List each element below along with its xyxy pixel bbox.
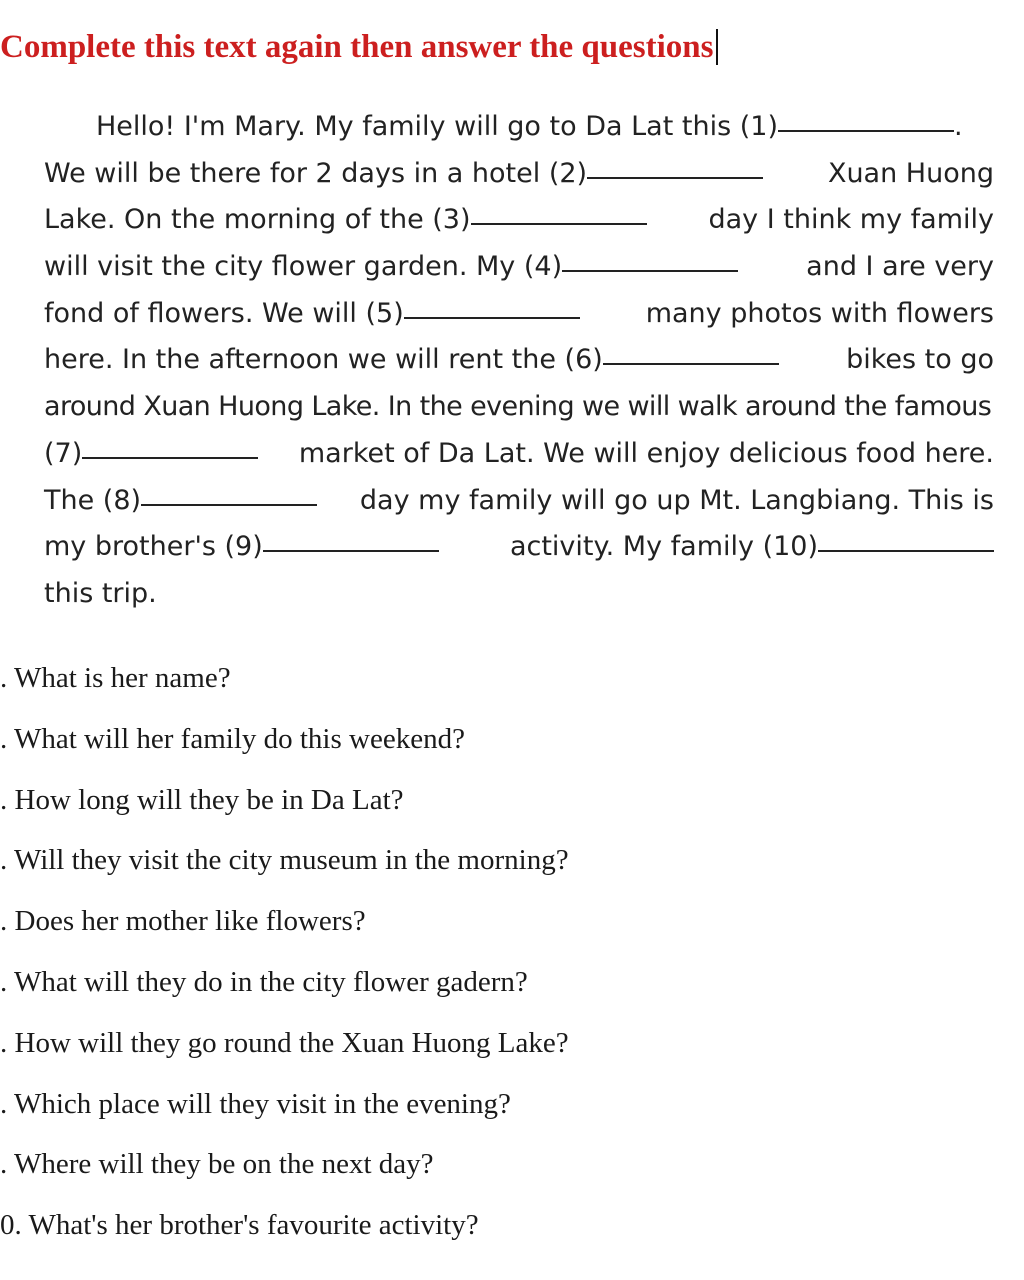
passage-text: here. In the afternoon we will rent the (6) xyxy=(44,344,603,376)
title-text: Complete this text again then answer the questions xyxy=(0,28,714,65)
question-number: . xyxy=(0,722,8,755)
blank-2[interactable] xyxy=(587,177,763,179)
question-number: 0. xyxy=(0,1209,22,1242)
passage-line xyxy=(44,104,994,151)
question-number: . xyxy=(0,1148,8,1181)
blank-6[interactable] xyxy=(603,363,779,365)
passage-text: fond of flowers. We will (5) xyxy=(44,297,404,329)
question-number: . xyxy=(0,1087,8,1120)
question-text: Where will they be on the next day? xyxy=(13,1148,434,1181)
passage-text: The (8) xyxy=(44,484,142,516)
question-number: . xyxy=(0,905,8,938)
passage-text: market of Da Lat. We will enjoy delicious food here. xyxy=(298,437,994,469)
question-item xyxy=(0,648,1000,709)
question-text: Which place will they visit in the evening? xyxy=(13,1087,511,1120)
passage-text: . xyxy=(954,111,963,142)
question-item xyxy=(0,891,1000,952)
text-cursor xyxy=(716,29,718,65)
passage-line xyxy=(44,524,994,571)
question-item xyxy=(0,709,1000,770)
question-text: How long will they be in Da Lat? xyxy=(14,783,404,816)
blank-1[interactable] xyxy=(778,130,954,132)
passage-line xyxy=(44,291,994,338)
blank-3[interactable] xyxy=(471,223,647,225)
blank-4[interactable] xyxy=(562,270,738,272)
question-item xyxy=(0,1013,1000,1074)
passage-line xyxy=(44,384,994,431)
passage-text: this trip. xyxy=(44,577,157,609)
passage-text: my brother's (9) xyxy=(44,531,263,563)
question-item xyxy=(0,1074,1000,1135)
passage-line xyxy=(44,571,994,618)
question-item xyxy=(0,1195,1000,1256)
blank-8[interactable] xyxy=(141,504,317,506)
passage-text: day I think my family xyxy=(708,204,994,236)
question-text: Does her mother like flowers? xyxy=(14,905,366,938)
passage-line xyxy=(44,337,994,384)
passage-line xyxy=(44,197,994,244)
blank-10[interactable] xyxy=(818,550,994,552)
passage-text: around Xuan Huong Lake. In the evening we will walk around the famous xyxy=(44,391,992,423)
passage-line xyxy=(44,431,994,478)
passage-text: Xuan Huong xyxy=(827,157,994,189)
passage-text: Lake. On the morning of the (3) xyxy=(44,204,471,236)
passage-text: will visit the city flower garden. My (4) xyxy=(44,251,563,283)
question-text: What will her family do this weekend? xyxy=(13,722,465,755)
passage-text: activity. My family (10) xyxy=(509,531,818,563)
question-text: How will they go round the Xuan Huong Lake? xyxy=(14,1026,569,1059)
blank-9[interactable] xyxy=(263,550,439,552)
question-text: What is her name? xyxy=(13,662,231,694)
question-number: . xyxy=(0,662,8,694)
passage-text: Hello! I'm Mary. My family will go to Da Lat this (1) xyxy=(96,111,778,142)
question-item xyxy=(0,1134,1000,1195)
question-number: . xyxy=(0,783,8,816)
question-number: . xyxy=(0,1026,8,1059)
blank-5[interactable] xyxy=(404,317,580,319)
passage-line xyxy=(44,478,994,525)
question-item xyxy=(0,952,1000,1013)
passage-line xyxy=(44,151,994,198)
passage-text: bikes to go xyxy=(846,344,994,376)
worksheet-title xyxy=(0,22,718,72)
passage-text: We will be there for 2 days in a hotel (2) xyxy=(44,157,588,189)
question-list xyxy=(0,648,1000,1256)
question-text: What's her brother's favourite activity? xyxy=(28,1209,479,1242)
passage-text: and I are very xyxy=(806,251,994,283)
passage-text: (7) xyxy=(44,437,83,469)
question-item xyxy=(0,770,1000,831)
passage-line xyxy=(44,244,994,291)
passage-text: many photos with flowers xyxy=(645,297,994,329)
passage-text: day my family will go up Mt. Langbiang. This is xyxy=(359,484,994,516)
question-item xyxy=(0,830,1000,891)
question-number: . xyxy=(0,965,8,998)
passage xyxy=(44,104,994,618)
question-number: . xyxy=(0,844,8,877)
question-text: Will they visit the city museum in the morning? xyxy=(13,844,569,877)
blank-7[interactable] xyxy=(82,457,258,459)
question-text: What will they do in the city flower gadern? xyxy=(13,965,528,998)
